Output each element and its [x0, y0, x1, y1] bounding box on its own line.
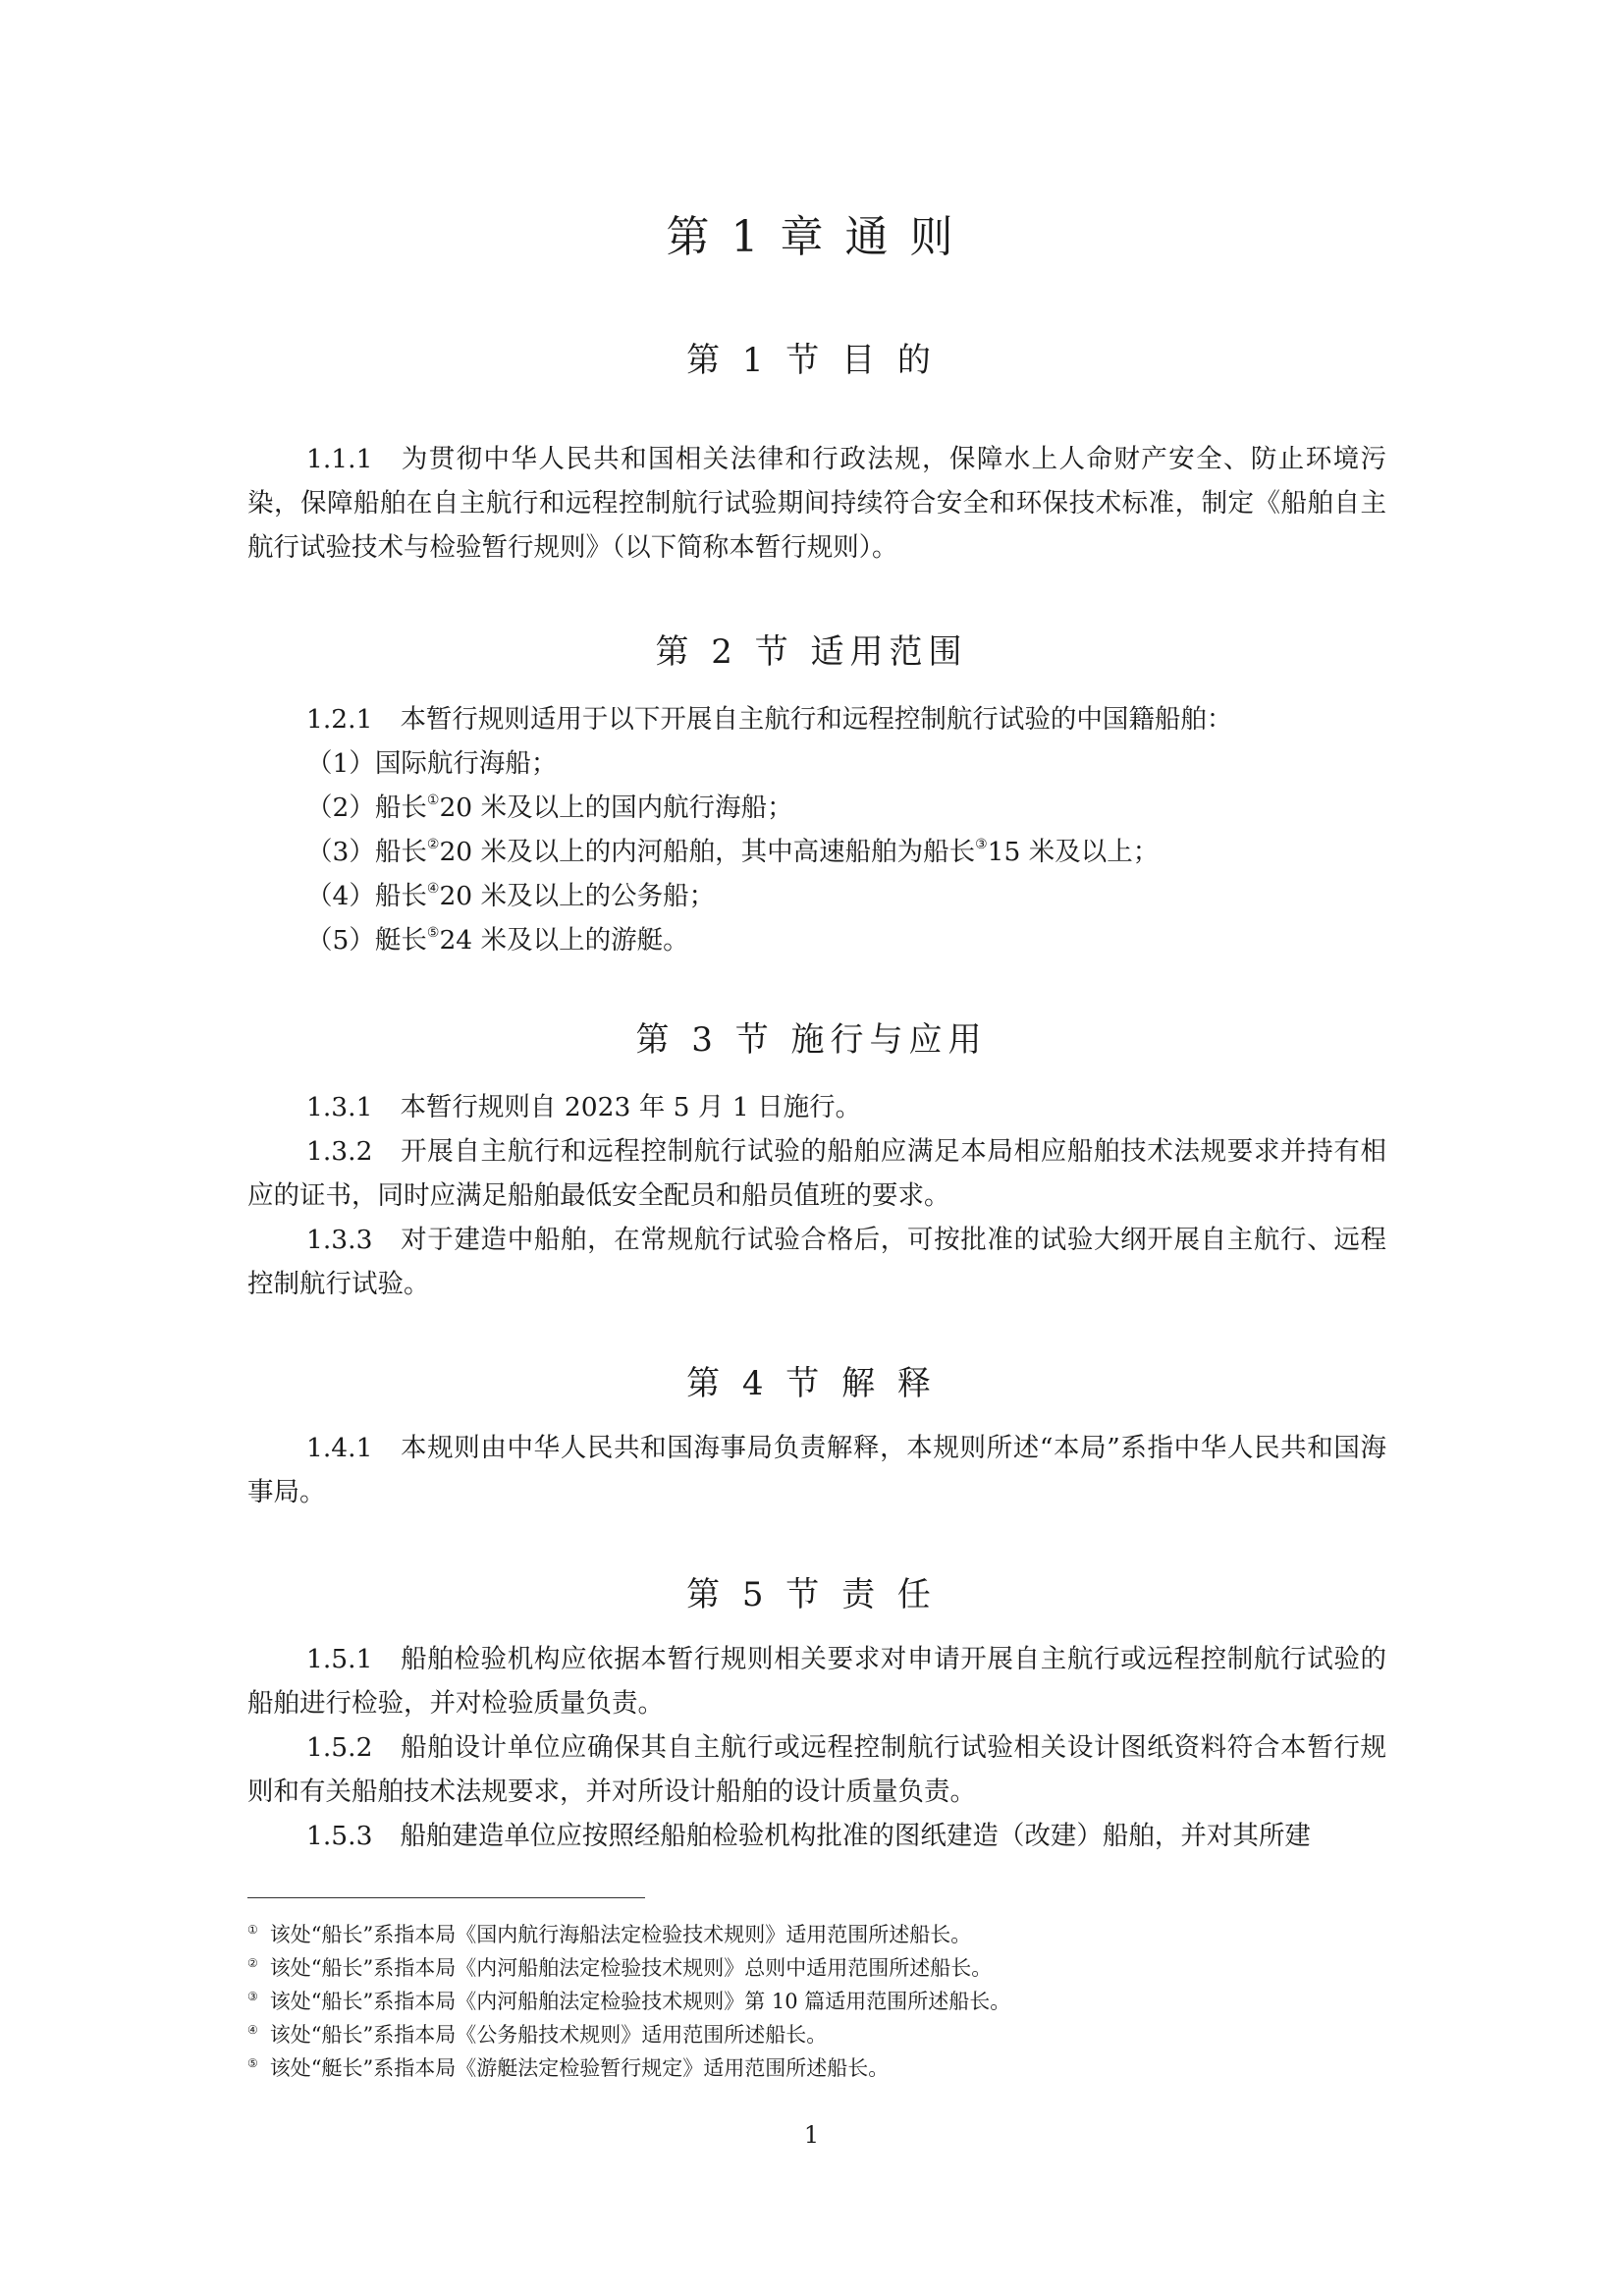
footnote-ref: ④ — [426, 881, 440, 897]
clause-number: 1.4.1 — [306, 1433, 373, 1463]
footnote-2 — [247, 1948, 1386, 1983]
list-item — [306, 786, 1386, 830]
clause-text: 船舶建造单位应按照经船舶检验机构批准的图纸建造（改建）船舶，并对其所建 — [400, 1821, 1311, 1851]
list-item-text: （2）船长 — [306, 793, 427, 823]
clause-text: 开展自主航行和远程控制航行试验的船舶应满足本局相应船舶技术法规要求并持有相应的证书，同时应满足船舶最低安全配员和船员值班的要求。 — [247, 1136, 1386, 1211]
list-item-text: 20 米及以上的内河船舶，其中高速船舶为船长 — [439, 837, 976, 867]
list-item-text: 20 米及以上的公务船； — [439, 881, 716, 911]
footnote-text: 该处“艇长”系指本局《游艇法定检验暂行规定》适用范围所述船长。 — [269, 2056, 890, 2080]
clause-number: 1.3.2 — [306, 1136, 373, 1167]
paragraph-1-1-1 — [247, 437, 1386, 570]
footnote-3 — [247, 1982, 1386, 2016]
paragraph-1-4-1 — [247, 1426, 1386, 1514]
section-1-title: 第 1 节 目 的 — [686, 341, 937, 380]
clause-number: 1.5.1 — [306, 1644, 373, 1674]
paragraph-1-5-2 — [247, 1725, 1386, 1814]
list-item — [306, 874, 1386, 918]
list-item-text: （3）船长 — [306, 837, 427, 867]
chapter-title: 第 1 章 通 则 — [666, 212, 957, 262]
list-item-text: （4）船长 — [306, 881, 427, 911]
paragraph-1-3-2 — [247, 1129, 1386, 1218]
clause-number: 1.5.2 — [306, 1732, 373, 1763]
list-item — [306, 918, 1386, 962]
footnote-ref: ② — [426, 837, 440, 852]
section-2-title: 第 2 节 适用范围 — [655, 632, 968, 672]
clause-text: 本暂行规则适用于以下开展自主航行和远程控制航行试验的中国籍船舶： — [400, 704, 1233, 735]
footnote-text: 该处“船长”系指本局《内河船舶法定检验技术规则》总则中适用范围所述船长。 — [269, 1956, 993, 1980]
section-3-title: 第 3 节 施行与应用 — [635, 1020, 988, 1060]
footnote-mark: ⑤ — [247, 2056, 258, 2070]
paragraph-1-3-3 — [247, 1218, 1386, 1306]
footnote-4 — [247, 2015, 1386, 2050]
paragraph-1-3-1 — [247, 1085, 1386, 1129]
section-4-title: 第 4 节 解 释 — [686, 1364, 937, 1403]
list-item: （1）国际航行海船； — [306, 748, 558, 779]
list-item-text: 15 米及以上； — [987, 837, 1160, 867]
section-5-title: 第 5 节 责 任 — [686, 1575, 937, 1614]
list-item-text: 24 米及以上的游艇。 — [439, 925, 689, 956]
footnote-divider — [247, 1897, 645, 1898]
clause-number: 1.3.1 — [306, 1092, 373, 1122]
footnote-mark: ② — [247, 1956, 258, 1970]
clause-text: 船舶设计单位应确保其自主航行或远程控制航行试验相关设计图纸资料符合本暂行规则和有关船舶技术法规要求，并对所设计船舶的设计质量负责。 — [247, 1732, 1386, 1807]
clause-number: 1.2.1 — [306, 704, 373, 735]
footnote-mark: ① — [247, 1923, 258, 1937]
footnote-text: 该处“船长”系指本局《内河船舶法定检验技术规则》第 10 篇适用范围所述船长。 — [269, 1990, 1011, 2013]
page-number: 1 — [803, 2121, 820, 2149]
clause-number: 1.3.3 — [306, 1225, 373, 1255]
paragraph-1-5-3 — [247, 1814, 1386, 1858]
paragraph-1-5-1 — [247, 1637, 1386, 1725]
footnote-text: 该处“船长”系指本局《公务船技术规则》适用范围所述船长。 — [269, 2023, 828, 2047]
clause-text: 船舶检验机构应依据本暂行规则相关要求对申请开展自主航行或远程控制航行试验的船舶进行检验，并对检验质量负责。 — [247, 1644, 1386, 1719]
footnote-mark: ③ — [247, 1990, 258, 2003]
footnote-ref: ③ — [975, 837, 988, 852]
clause-number: 1.1.1 — [306, 444, 373, 474]
footnote-mark: ④ — [247, 2023, 258, 2037]
footnote-ref: ① — [426, 793, 440, 808]
footnote-5 — [247, 2049, 1386, 2083]
footnote-text: 该处“船长”系指本局《国内航行海船法定检验技术规则》适用范围所述船长。 — [269, 1923, 972, 1946]
clause-number: 1.5.3 — [306, 1821, 373, 1851]
list-item-text: 20 米及以上的国内航行海船； — [439, 793, 793, 823]
clause-text: 本暂行规则自 2023 年 5 月 1 日施行。 — [400, 1092, 862, 1122]
paragraph-1-2-1 — [247, 697, 1386, 741]
clause-text: 为贯彻中华人民共和国相关法律和行政法规，保障水上人命财产安全、防止环境污染，保障船舶在自主航行和远程控制航行试验期间持续符合安全和环保技术标准，制定《船舶自主航行试验技术与检验暂行规则》（以下简称本暂行规则）。 — [247, 444, 1386, 563]
footnote-ref: ⑤ — [426, 925, 440, 941]
list-item — [306, 830, 1386, 874]
footnote-1 — [247, 1915, 1386, 1949]
clause-text: 对于建造中船舶，在常规航行试验合格后，可按批准的试验大纲开展自主航行、远程控制航行试验。 — [247, 1225, 1386, 1299]
clause-text: 本规则由中华人民共和国海事局负责解释，本规则所述“本局”系指中华人民共和国海事局。 — [247, 1433, 1386, 1507]
list-item-text: （5）艇长 — [306, 925, 427, 956]
